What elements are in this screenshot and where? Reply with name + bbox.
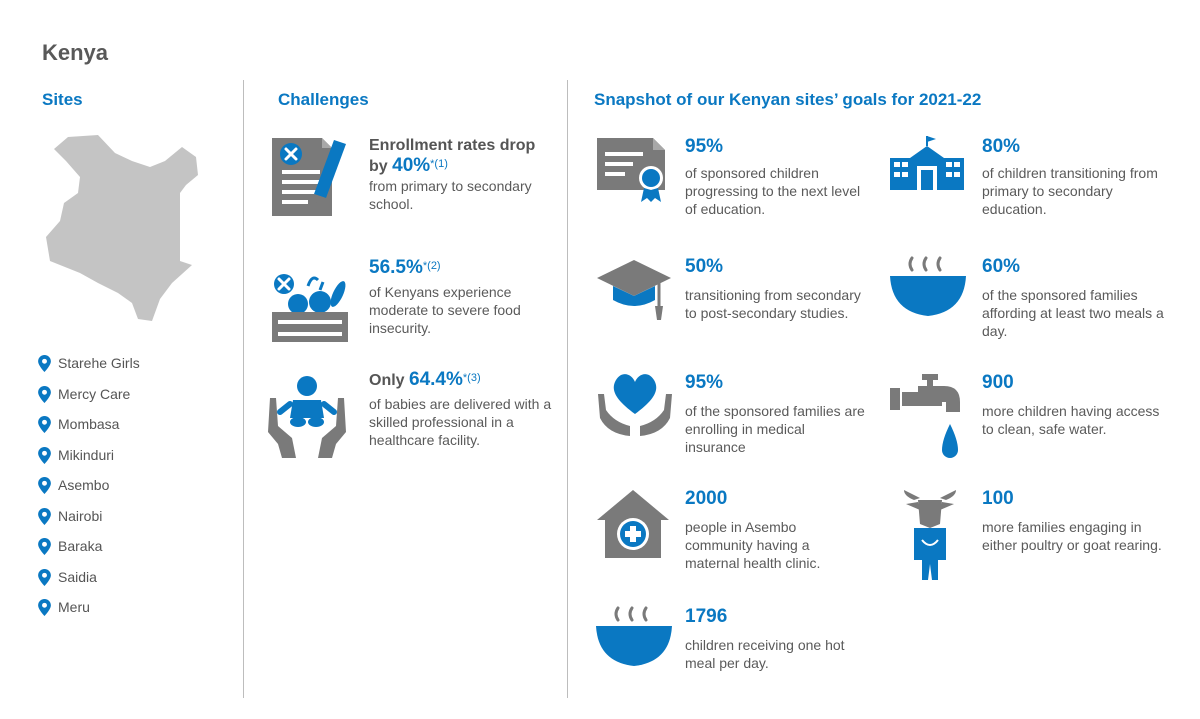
goal-item — [685, 372, 865, 456]
location-pin-icon — [38, 355, 51, 372]
goal-description: of the sponsored families affording at least two meals a day. — [982, 287, 1164, 339]
goal-stat-value: 95% — [685, 136, 724, 157]
goal-stat-value: 100 — [982, 488, 1014, 509]
heart-hands-icon — [596, 368, 674, 438]
goal-description: children receiving one hot meal per day. — [685, 637, 845, 671]
challenge-title-text: Enrollment rates drop by — [369, 137, 536, 175]
column-divider — [567, 80, 568, 698]
goal-description: more children having access to clean, safe water. — [982, 403, 1160, 437]
challenge-stat-value: 56.5% — [369, 257, 423, 278]
goal-stat-value: 1796 — [685, 606, 728, 627]
sites-heading: Sites — [42, 90, 83, 109]
goal-item — [685, 256, 865, 322]
goal-item — [685, 488, 865, 572]
challenge-item — [369, 370, 559, 449]
location-pin-icon — [38, 599, 51, 616]
list-item[interactable] — [38, 386, 140, 417]
page-title: Kenya — [42, 40, 109, 65]
school-building-icon — [888, 134, 966, 192]
site-name: Meru — [58, 599, 90, 615]
list-item[interactable] — [38, 447, 140, 478]
goal-stat-value: 900 — [982, 372, 1014, 393]
goal-description: transitioning from secondary to post-secondary studies. — [685, 287, 861, 321]
challenge-stat-value: 64.4% — [409, 369, 463, 390]
challenge-description: of Kenyans experience moderate to severe food insecurity. — [369, 284, 521, 336]
location-pin-icon — [38, 447, 51, 464]
challenge-description: of babies are delivered with a skilled professional in a healthcare facility. — [369, 396, 552, 448]
footnote-ref[interactable]: *(3) — [462, 372, 481, 384]
goal-description: people in Asembo community having a maternal health clinic. — [685, 519, 821, 571]
list-item[interactable] — [38, 569, 140, 600]
site-name: Starehe Girls — [58, 355, 140, 371]
site-name: Mombasa — [58, 416, 120, 432]
site-name: Asembo — [58, 477, 110, 493]
baby-hands-icon — [266, 372, 348, 460]
goal-description: of sponsored children progressing to the next level of education. — [685, 165, 861, 217]
water-tap-icon — [888, 372, 968, 468]
challenge-title — [369, 258, 554, 279]
list-item[interactable] — [38, 355, 140, 386]
challenges-heading: Challenges — [278, 90, 369, 109]
site-list — [38, 355, 140, 630]
hot-meal-bowl-icon — [594, 606, 674, 668]
goal-stat-value: 50% — [685, 256, 724, 277]
soup-bowl-icon — [888, 256, 968, 318]
location-pin-icon — [38, 538, 51, 555]
location-pin-icon — [38, 386, 51, 403]
graduation-cap-icon — [595, 256, 673, 324]
food-crate-icon — [268, 264, 352, 344]
challenge-item — [369, 136, 554, 213]
location-pin-icon — [38, 416, 51, 433]
location-pin-icon — [38, 508, 51, 525]
goal-description: of children transitioning from primary to secondary education. — [982, 165, 1158, 217]
location-pin-icon — [38, 569, 51, 586]
goal-item — [982, 136, 1172, 218]
site-name: Nairobi — [58, 507, 103, 524]
site-name: Mikinduri — [58, 446, 115, 463]
goal-stat-value: 95% — [685, 372, 724, 393]
location-pin-icon — [38, 477, 51, 494]
goal-description: more families engaging in either poultry or goat rearing. — [982, 519, 1162, 553]
footnote-ref[interactable]: *(1) — [430, 158, 448, 170]
challenge-stat-value: 40% — [392, 155, 431, 176]
certificate-icon — [595, 136, 669, 204]
goal-item — [982, 256, 1177, 340]
column-divider — [243, 80, 244, 698]
footnote-ref[interactable]: *(2) — [422, 260, 441, 272]
site-name: Saidia — [58, 568, 97, 585]
report-card-icon — [268, 134, 352, 220]
goal-item — [982, 488, 1172, 554]
challenge-description: from primary to secondary school. — [369, 178, 532, 212]
challenge-title-text: Only — [369, 372, 410, 389]
goal-item — [685, 606, 865, 672]
list-item[interactable] — [38, 416, 140, 447]
goal-stat-value: 80% — [982, 136, 1021, 157]
goal-item — [982, 372, 1172, 438]
goal-item — [685, 136, 865, 218]
site-name: Baraka — [58, 538, 103, 554]
goal-stat-value: 2000 — [685, 488, 728, 509]
site-name: Mercy Care — [58, 385, 131, 402]
kenya-map — [40, 133, 220, 323]
snapshot-heading: Snapshot of our Kenyan sites’ goals for 2021-22 — [594, 90, 982, 109]
health-clinic-icon — [595, 488, 671, 560]
list-item[interactable] — [38, 538, 140, 569]
goal-description: of the sponsored families are enrolling in medical insurance — [685, 403, 865, 455]
challenge-title — [369, 136, 554, 177]
goat-icon — [900, 488, 960, 580]
goal-stat-value: 60% — [982, 256, 1021, 277]
list-item[interactable] — [38, 477, 140, 508]
list-item[interactable] — [38, 508, 140, 539]
list-item[interactable] — [38, 599, 140, 630]
challenge-item — [369, 258, 554, 337]
challenge-title — [369, 370, 559, 391]
